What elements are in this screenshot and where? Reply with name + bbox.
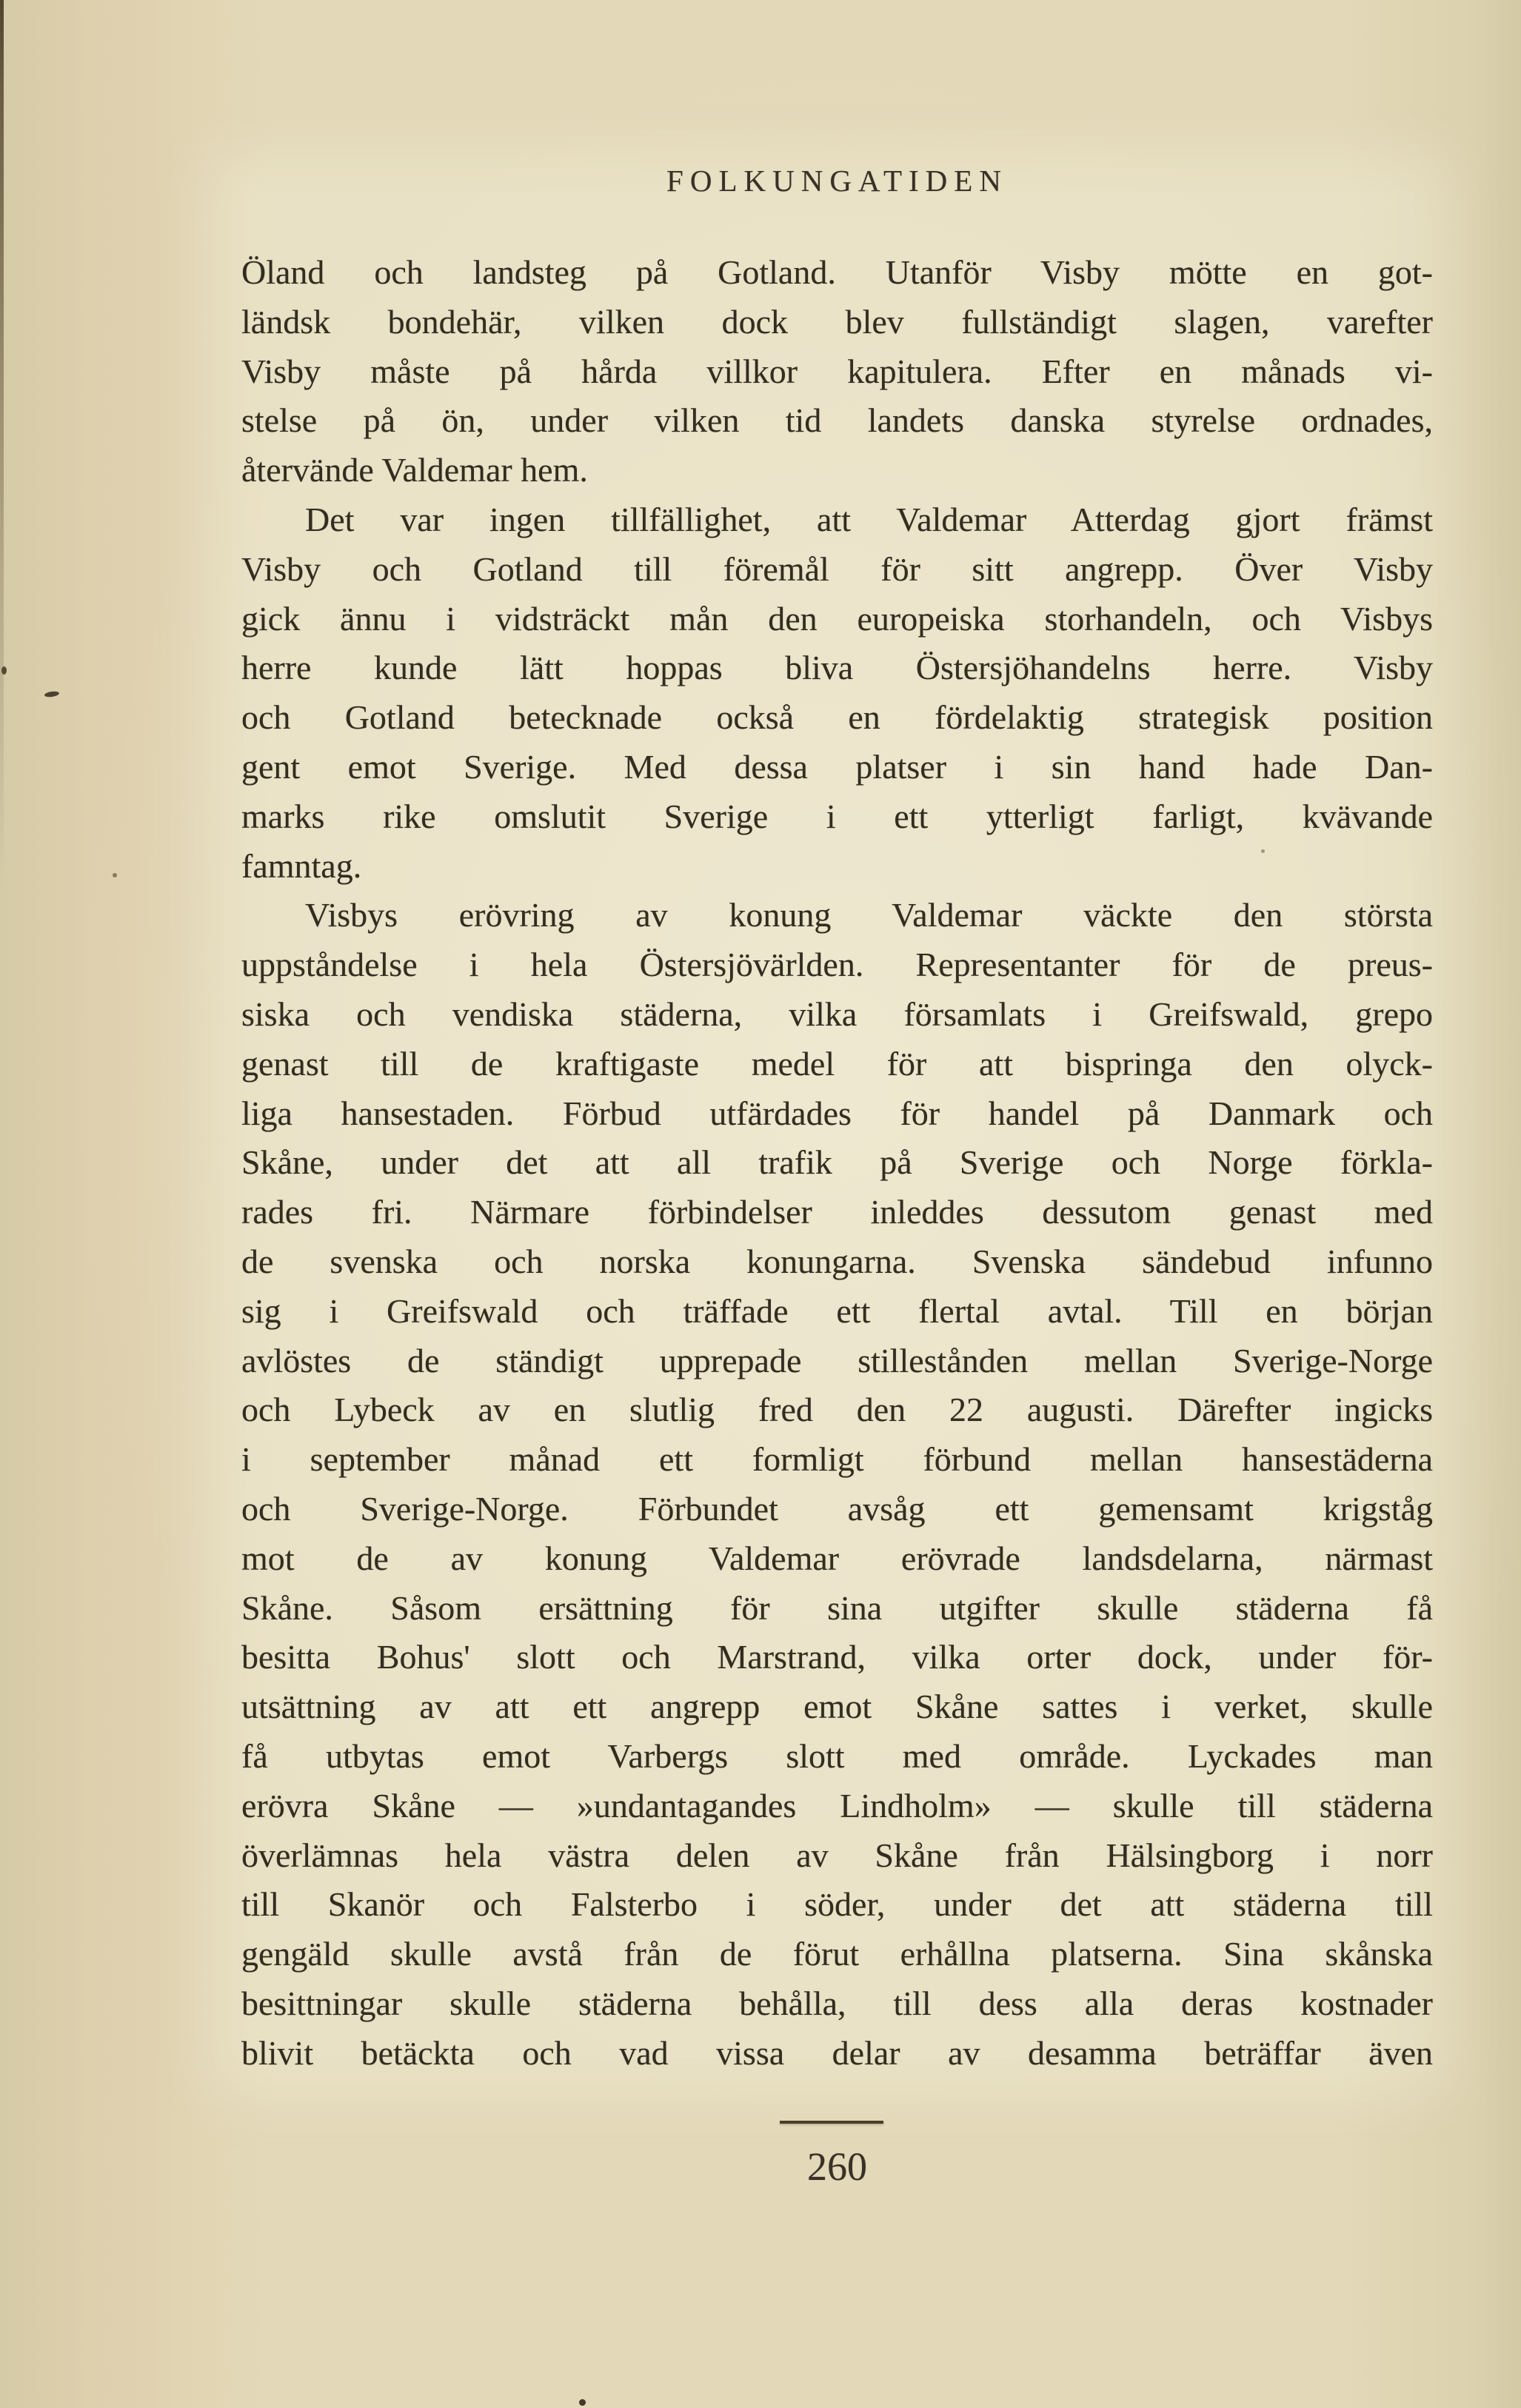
- text-line: till Skanör och Falsterbo i söder, under det att städerna till: [241, 1885, 1433, 1924]
- text-line: utsättning av att ett angrepp emot Skåne sattes i verket, skulle: [241, 1688, 1433, 1726]
- text-line: famntag.: [241, 846, 362, 885]
- text-line: gick ännu i vidsträckt mån den europeiska storhandeln, och Visbys: [241, 599, 1433, 638]
- text-line: Öland och landsteg på Gotland. Utanför Visby mötte en got-: [241, 253, 1433, 291]
- paper-speck: [113, 873, 117, 877]
- text-line: gengäld skulle avstå från de förut erhållna platserna. Sina skånska: [241, 1935, 1433, 1973]
- running-header: FOLKUNGATIDEN: [666, 164, 1008, 198]
- footer-rule: [780, 2121, 883, 2124]
- text-line: uppståndelse i hela Östersjövärlden. Representanter för de preus-: [241, 946, 1433, 984]
- text-line: erövra Skåne — »undantagandes Lindholm» — skulle till städerna: [241, 1786, 1433, 1825]
- page-edge-shadow: [0, 0, 4, 889]
- text-line: sig i Greifswald och träffade ett flertal avtal. Till en början: [241, 1291, 1433, 1330]
- text-line: Visbys erövring av konung Valdemar väckte den största: [305, 896, 1433, 934]
- text-line: marks rike omslutit Sverige i ett ytterligt farligt, kvävande: [241, 797, 1433, 835]
- paper-speck: [44, 691, 60, 698]
- paper-speck: [579, 2399, 586, 2406]
- paper-speck: [1, 666, 7, 675]
- text-line: blivit betäckta och vad vissa delar av desamma beträffar även: [241, 2033, 1433, 2072]
- body-text: [241, 248, 1433, 2078]
- text-line: gent emot Sverige. Med dessa platser i sin hand hade Dan-: [241, 747, 1433, 786]
- text-line: genast till de kraftigaste medel för att bispringa den olyck-: [241, 1044, 1433, 1083]
- text-line: ländsk bondehär, vilken dock blev fullständigt slagen, varefter: [241, 302, 1433, 341]
- text-line: återvände Valdemar hem.: [241, 451, 588, 489]
- text-line: rades fri. Närmare förbindelser inleddes dessutom genast med: [241, 1193, 1433, 1231]
- text-line: Det var ingen tillfällighet, att Valdemar Atterdag gjort främst: [305, 500, 1433, 538]
- text-line: Skåne, under det att all trafik på Sverige och Norge förkla-: [241, 1143, 1433, 1182]
- text-line: och Lybeck av en slutlig fred den 22 augusti. Därefter ingicks: [241, 1391, 1433, 1429]
- text-line: liga hansestaden. Förbud utfärdades för handel på Danmark och: [241, 1094, 1433, 1132]
- text-line: avlöstes de ständigt upprepade stillestånden mellan Sverige-Norge: [241, 1341, 1433, 1379]
- text-line: och Gotland betecknade också en fördelaktig strategisk position: [241, 698, 1433, 737]
- text-line: mot de av konung Valdemar erövrade landsdelarna, närmast: [241, 1539, 1433, 1577]
- text-line: överlämnas hela västra delen av Skåne från Hälsingborg i norr: [241, 1836, 1433, 1874]
- text-line: få utbytas emot Varbergs slott med område. Lyckades man: [241, 1736, 1433, 1775]
- text-line: och Sverige-Norge. Förbundet avsåg ett gemensamt krigståg: [241, 1489, 1433, 1528]
- text-line: besitta Bohus' slott och Marstrand, vilka orter dock, under för-: [241, 1638, 1433, 1676]
- text-line: siska och vendiska städerna, vilka församlats i Greifswald, grepo: [241, 994, 1433, 1033]
- text-line: besittningar skulle städerna behålla, till dess alla deras kostnader: [241, 1984, 1433, 2022]
- text-line: Visby måste på hårda villkor kapitulera. Efter en månads vi-: [241, 352, 1433, 390]
- page-number: 260: [807, 2144, 867, 2189]
- text-line: Visby och Gotland till föremål för sitt angrepp. Över Visby: [241, 549, 1433, 588]
- text-line: de svenska och norska konungarna. Svenska sändebud infunno: [241, 1242, 1433, 1280]
- text-line: stelse på ön, under vilken tid landets danska styrelse ordnades,: [241, 401, 1433, 440]
- text-line: herre kunde lätt hoppas bliva Östersjöhandelns herre. Visby: [241, 649, 1433, 687]
- text-line: Skåne. Såsom ersättning för sina utgifter skulle städerna få: [241, 1588, 1433, 1627]
- text-line: i september månad ett formligt förbund mellan hansestäderna: [241, 1440, 1433, 1479]
